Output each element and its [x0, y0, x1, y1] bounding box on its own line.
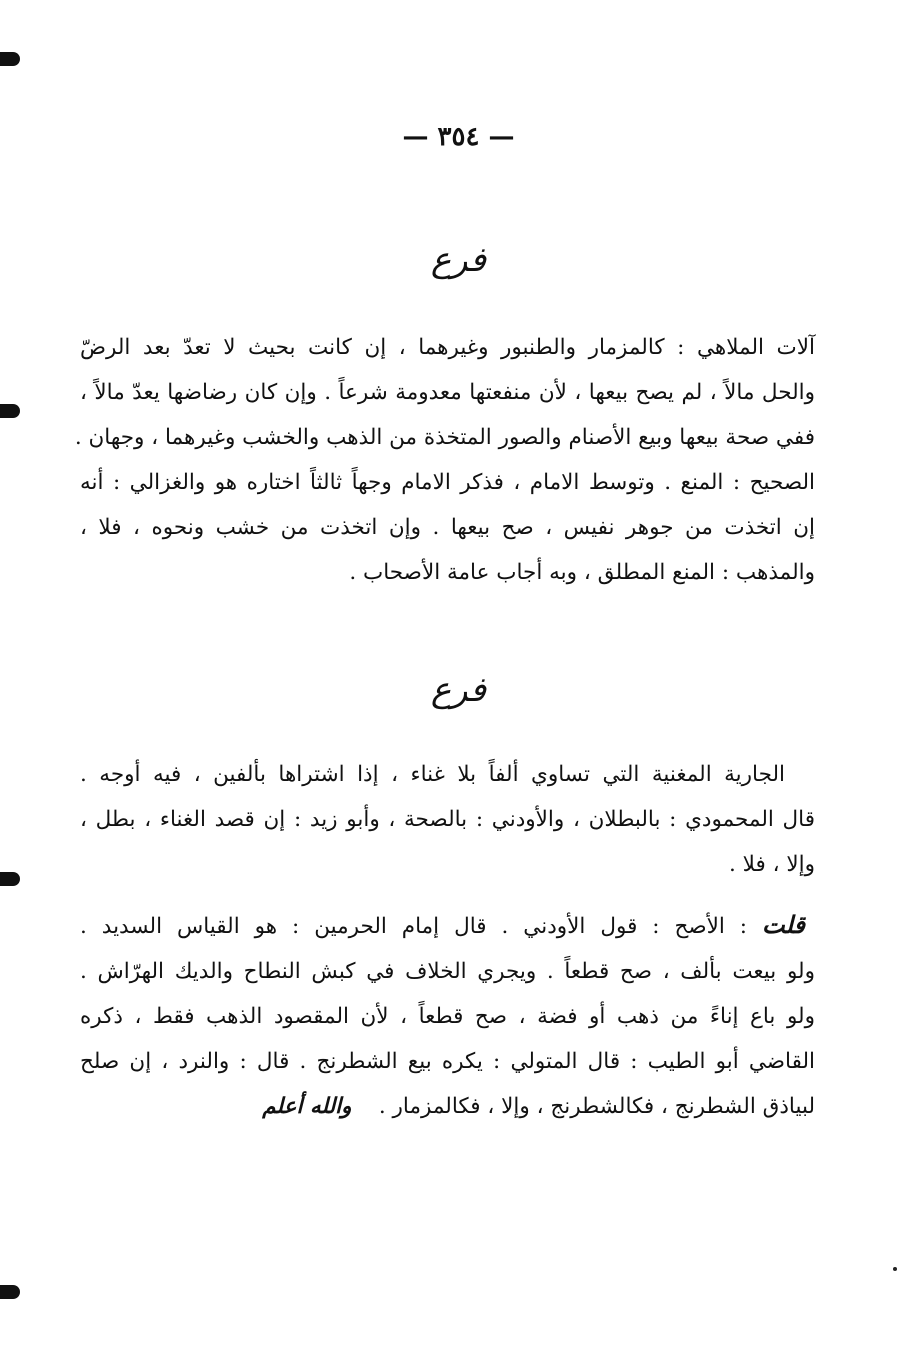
ink-speck	[893, 1267, 897, 1271]
section-1-body	[74, 325, 815, 595]
text-line	[80, 1084, 815, 1129]
text-line: ولو بيعت بألف ، صح قطعاً . ويجري الخلاف في كبش النطاح والديك الهرّاش .	[80, 959, 815, 984]
section-2-paragraph-1	[80, 752, 815, 887]
closing-formula: والله أعلم	[262, 1094, 352, 1119]
section-heading: فرع	[430, 240, 487, 280]
section-heading: فرع	[430, 670, 487, 710]
text-line: قال المحمودي : بالبطلان ، والأودني : بالصحة ، وأبو زيد : إن قصد الغناء ، بطل ،	[80, 807, 815, 832]
text-line: وإلا ، فلا .	[729, 852, 815, 877]
text-line: ففي صحة بيعها وبيع الأصنام والصور المتخذة من الذهب والخشب وغيرهما ، وجهان .	[74, 425, 815, 450]
text-line: آلات الملاهي : كالمزمار والطنبور وغيرهما ، إن كانت بحيث لا تعدّ بعد الرضّ	[80, 335, 815, 360]
text-line	[80, 902, 815, 949]
qult-word: قلت	[762, 910, 805, 939]
text-line: إن اتخذت من جوهر نفيس ، صح بيعها . وإن اتخذت من خشب ونحوه ، فلا ،	[80, 515, 815, 540]
text-line: الصحيح : المنع . وتوسط الامام ، فذكر الامام وجهاً ثالثاً اختاره هو والغزالي : أنه	[80, 470, 815, 495]
binding-mark	[0, 872, 20, 886]
binding-mark	[0, 1285, 20, 1299]
text-run: لبياذق الشطرنج ، فكالشطرنج ، وإلا ، فكالمزمار .	[378, 1094, 815, 1119]
text-line: الجارية المغنية التي تساوي ألفاً بلا غناء ، إذا اشتراها بألفين ، فيه أوجه .	[80, 762, 785, 787]
section-2-paragraph-2	[80, 902, 815, 1129]
text-line: ولو باع إناءً من ذهب أو فضة ، صح قطعاً ، لأن المقصود الذهب فقط ، ذكره	[80, 1004, 815, 1029]
text-line: والمذهب : المنع المطلق ، وبه أجاب عامة الأصحاب .	[349, 560, 815, 585]
binding-mark	[0, 52, 20, 66]
page-number: — ٣٥٤ —	[402, 122, 515, 152]
text-run: : الأصح : قول الأودني . قال إمام الحرمين : هو القياس السديد .	[80, 914, 748, 939]
text-line: القاضي أبو الطيب : قال المتولي : يكره بيع الشطرنج . قال : والنرد ، إن صلح	[80, 1049, 815, 1074]
binding-mark	[0, 404, 20, 418]
text-line: والحل مالاً ، لم يصح بيعها ، لأن منفعتها معدومة شرعاً . وإن كان رضاضها يعدّ مالاً ،	[80, 380, 815, 405]
